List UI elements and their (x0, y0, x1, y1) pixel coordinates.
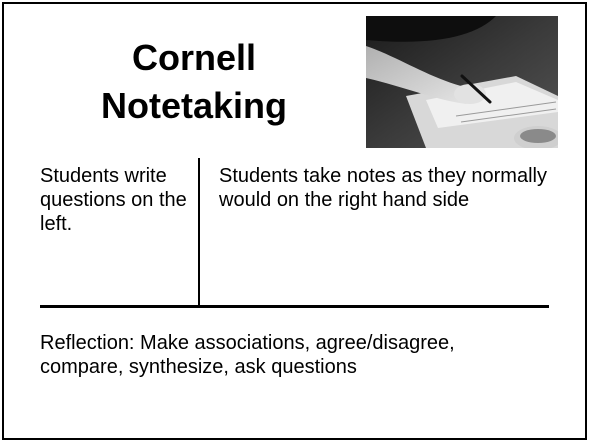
student-writing-photo (366, 16, 558, 148)
summary-divider (40, 305, 549, 308)
notes-column-text: Students take notes as they normally would on the right hand side (219, 165, 547, 211)
title-line-2: Notetaking (100, 85, 287, 126)
slide-title (64, 34, 324, 130)
questions-column-text: Students write questions on the left. (40, 165, 187, 235)
column-divider (198, 158, 200, 307)
reflection-text: Reflection: Make associations, agree/disagree, compare, synthesize, ask questions (40, 332, 455, 378)
title-line-1: Cornell (131, 37, 256, 78)
slide-frame (2, 2, 587, 440)
